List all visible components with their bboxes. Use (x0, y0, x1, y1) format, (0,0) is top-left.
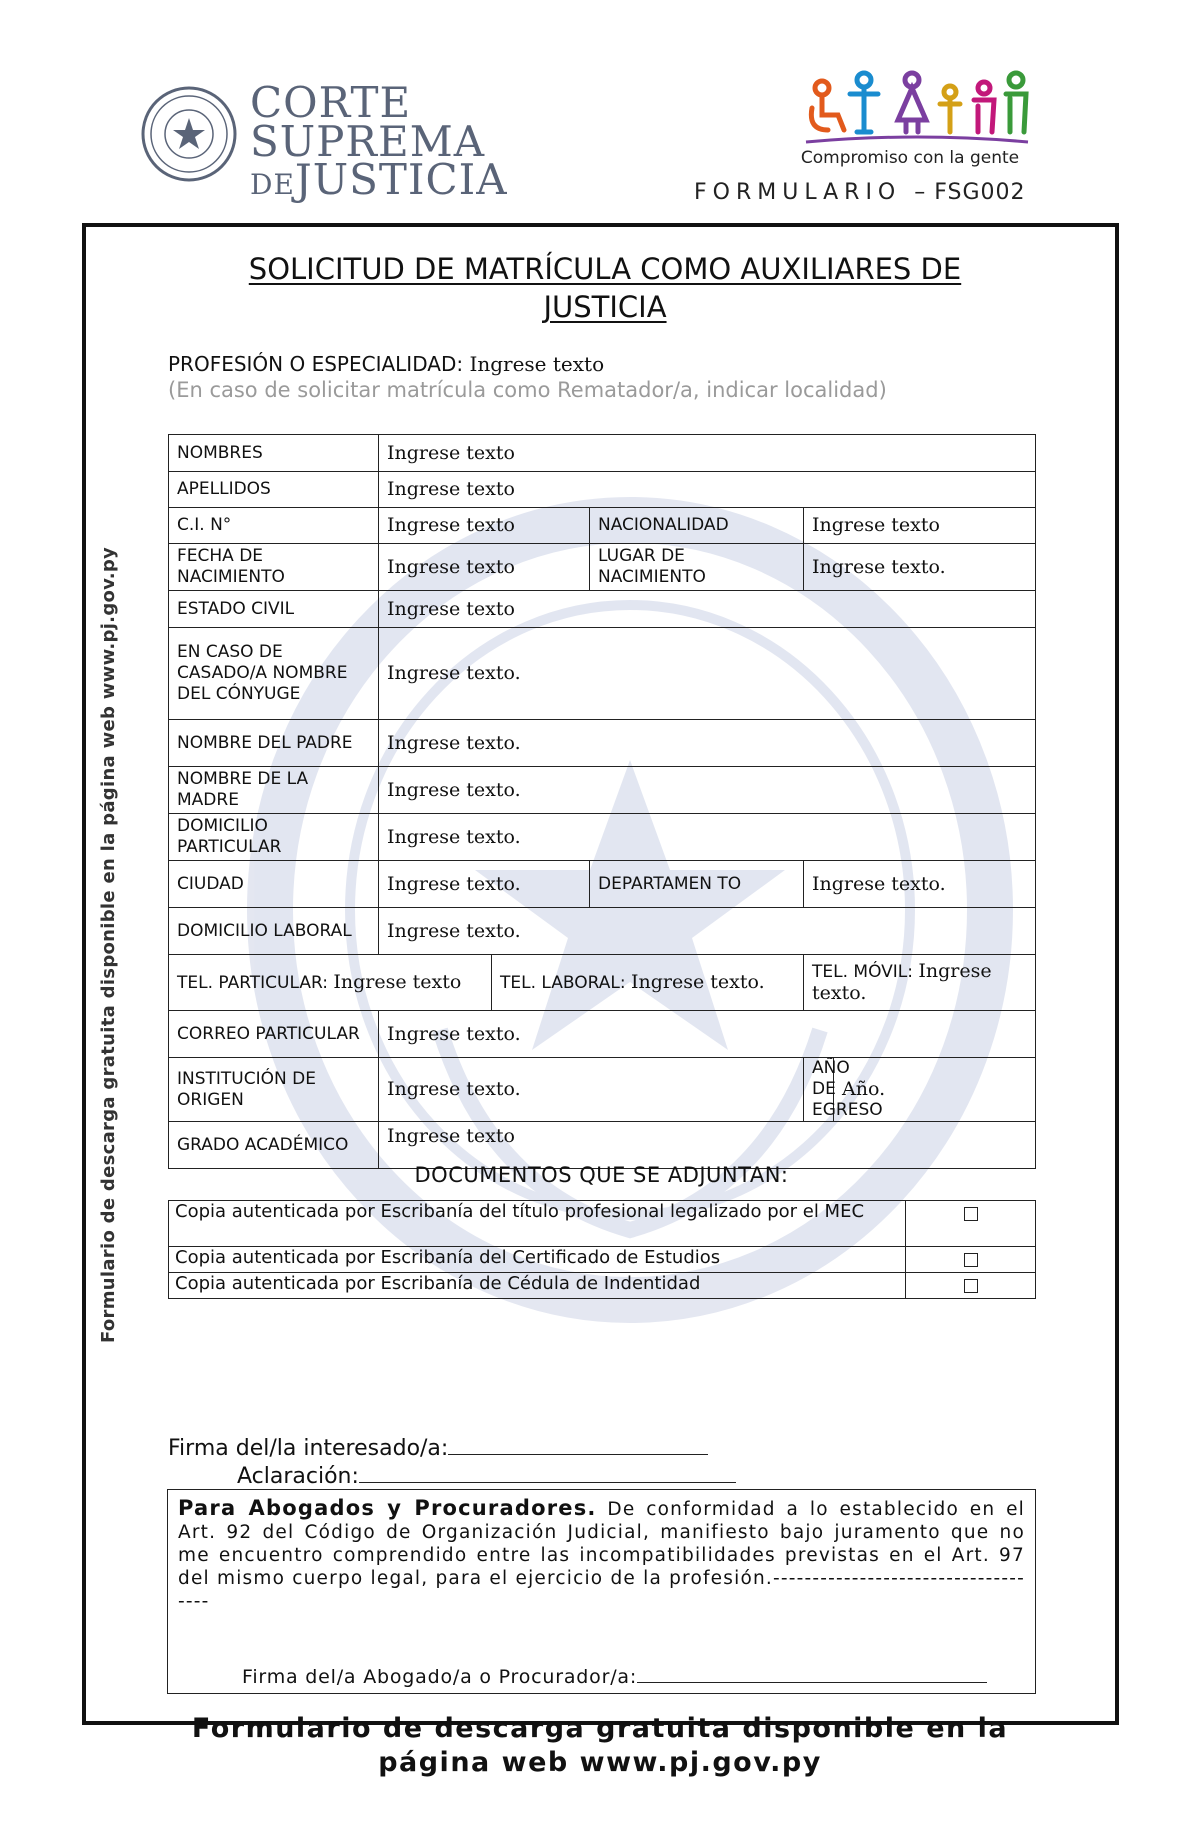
tel-movil-label: TEL. MÓVIL: (812, 961, 913, 982)
estado-civil-input[interactable]: Ingrese texto (379, 591, 1036, 628)
tel-movil-input[interactable]: Ingrese texto. (812, 959, 992, 1004)
documento-text: Copia autenticada por Escribanía del Certificado de Estudios (169, 1247, 906, 1273)
ciudad-input[interactable]: Ingrese texto. (379, 861, 590, 908)
domicilio-lab-label: DOMICILIO LABORAL (169, 908, 379, 955)
abogado-firma-line[interactable] (637, 1664, 987, 1683)
departamento-label: DEPARTAMEN TO (590, 861, 804, 908)
tel-particular-label: TEL. PARTICULAR: (177, 972, 328, 993)
documento-checkbox[interactable] (964, 1279, 978, 1293)
documento-text: Copia autenticada por Escribanía de Cédula de Indentidad (169, 1273, 906, 1299)
institucion-input[interactable]: Ingrese texto. (379, 1058, 804, 1122)
footer-line2: página web www.pj.gov.py (378, 1747, 822, 1778)
anio-egreso-input[interactable]: Año. (834, 1058, 1036, 1122)
conyuge-input[interactable]: Ingrese texto. (379, 628, 1036, 720)
documento-text: Copia autenticada por Escribanía del título profesional legalizado por el MEC (169, 1201, 906, 1247)
form-title: SOLICITUD DE MATRÍCULA COMO AUXILIARES DE JUSTICIA (248, 252, 962, 324)
profesion-note: (En caso de solicitar matrícula como Rematador/a, indicar localidad) (168, 378, 887, 402)
abogados-paragraph (178, 1497, 1025, 1613)
form-code-value: – FSG002 (914, 180, 1026, 205)
domicilio-part-label: DOMICILIO PARTICULAR (169, 814, 379, 861)
padre-input[interactable]: Ingrese texto. (379, 720, 1036, 767)
abogados-box (167, 1489, 1036, 1694)
domicilio-lab-input[interactable]: Ingrese texto. (379, 908, 1036, 955)
anio-egreso-label (804, 1058, 883, 1122)
corte-suprema-seal-icon (141, 86, 237, 182)
tel-laboral-label: TEL. LABORAL: (500, 972, 626, 993)
tel-particular-cell[interactable] (169, 955, 492, 1011)
tel-laboral-input[interactable]: Ingrese texto. (631, 970, 765, 993)
abogado-firma-label: Firma del/a Abogado/a o Procurador/a: (242, 1666, 638, 1688)
corte-suprema-logo-text (250, 78, 508, 205)
footer-line1: Formulario de descarga gratuita disponible en la (191, 1713, 1009, 1744)
aclaracion-line[interactable] (359, 1462, 736, 1483)
documentos-table (168, 1200, 1036, 1299)
documento-row (169, 1201, 1036, 1247)
abogados-body: De conformidad a lo establecido en el Art. 92 del Código de Organización Judicial, manifiesto bajo juramento que no me encuentro comprendido entre las incompatibilidades previstas en el Art. 97 del mismo cuerpo legal, para el ejercicio de la profesión.------------------------------------ (178, 1499, 1025, 1612)
formulario-label: FORMULARIO (694, 180, 902, 205)
firma-interesado-line[interactable] (448, 1434, 708, 1455)
documento-checkbox[interactable] (964, 1253, 978, 1267)
profesion-row (168, 352, 604, 376)
documento-check-cell (906, 1273, 1036, 1299)
fecha-nac-label: FECHA DE NACIMIENTO (169, 544, 379, 591)
estado-civil-label: ESTADO CIVIL (169, 591, 379, 628)
nacionalidad-label: NACIONALIDAD (590, 508, 804, 544)
documentos-title: DOCUMENTOS QUE SE ADJUNTAN: (414, 1163, 789, 1187)
departamento-input[interactable]: Ingrese texto. (804, 861, 1036, 908)
documento-check-cell (906, 1201, 1036, 1247)
apellidos-label: APELLIDOS (169, 472, 379, 508)
fecha-nac-input[interactable]: Ingrese texto (379, 544, 590, 591)
ci-input[interactable]: Ingrese texto (379, 508, 590, 544)
firma-interesado (168, 1434, 708, 1461)
tel-particular-input[interactable]: Ingrese texto (333, 970, 462, 993)
side-download-note: Formulario de descarga gratuita disponible en la página web www.pj.gov.py (98, 546, 119, 1343)
profesion-input[interactable]: Ingrese texto (469, 352, 605, 376)
compromiso-text: Compromiso con la gente (800, 148, 1020, 168)
institucion-label: INSTITUCIÓN DE ORIGEN (169, 1058, 379, 1122)
logo-line3 (250, 155, 508, 205)
firma-interesado-label: Firma del/la interesado/a: (168, 1436, 449, 1461)
grado-label: GRADO ACADÉMICO (169, 1122, 379, 1169)
nacionalidad-input[interactable]: Ingrese texto (804, 508, 1036, 544)
conyuge-label: EN CASO DE CASADO/A NOMBRE DEL CÓNYUGE (169, 628, 379, 720)
documento-row (169, 1247, 1036, 1273)
logo-line1: CORTE (250, 78, 412, 127)
form-code (694, 180, 1026, 205)
lugar-nac-label: LUGAR DE NACIMIENTO (590, 544, 804, 591)
logo-line3-small: DE (250, 168, 295, 202)
tel-laboral-cell[interactable] (492, 955, 804, 1011)
personal-data-table (168, 434, 1036, 1169)
documento-checkbox[interactable] (964, 1207, 978, 1221)
compromiso-people-logo-icon (802, 70, 1032, 150)
anio-egreso-label-text: AÑO DE EGRESO (812, 1058, 883, 1120)
logo-line2: SUPREMA (250, 116, 486, 166)
footer-note (150, 1712, 1050, 1780)
nombres-label: NOMBRES (169, 435, 379, 472)
tel-movil-cell[interactable] (804, 955, 1036, 1011)
madre-label: NOMBRE DE LA MADRE (169, 767, 379, 814)
abogado-firma (242, 1664, 987, 1688)
ci-label: C.I. N° (169, 508, 379, 544)
grado-input[interactable]: Ingrese texto (379, 1122, 1036, 1169)
nombres-input[interactable]: Ingrese texto (379, 435, 1036, 472)
padre-label: NOMBRE DEL PADRE (169, 720, 379, 767)
aclaracion-label: Aclaración: (237, 1464, 359, 1489)
abogados-heading: Para Abogados y Procuradores. (178, 1496, 597, 1520)
correo-input[interactable]: Ingrese texto. (379, 1011, 1036, 1058)
profesion-label: PROFESIÓN O ESPECIALIDAD: (168, 352, 464, 376)
logo-line3-main: JUSTICIA (294, 155, 508, 205)
aclaracion (237, 1462, 736, 1489)
documento-check-cell (906, 1247, 1036, 1273)
lugar-nac-input[interactable]: Ingrese texto. (804, 544, 1036, 591)
apellidos-input[interactable]: Ingrese texto (379, 472, 1036, 508)
domicilio-part-input[interactable]: Ingrese texto. (379, 814, 1036, 861)
documento-row (169, 1273, 1036, 1299)
correo-label: CORREO PARTICULAR (169, 1011, 379, 1058)
ciudad-label: CIUDAD (169, 861, 379, 908)
madre-input[interactable]: Ingrese texto. (379, 767, 1036, 814)
